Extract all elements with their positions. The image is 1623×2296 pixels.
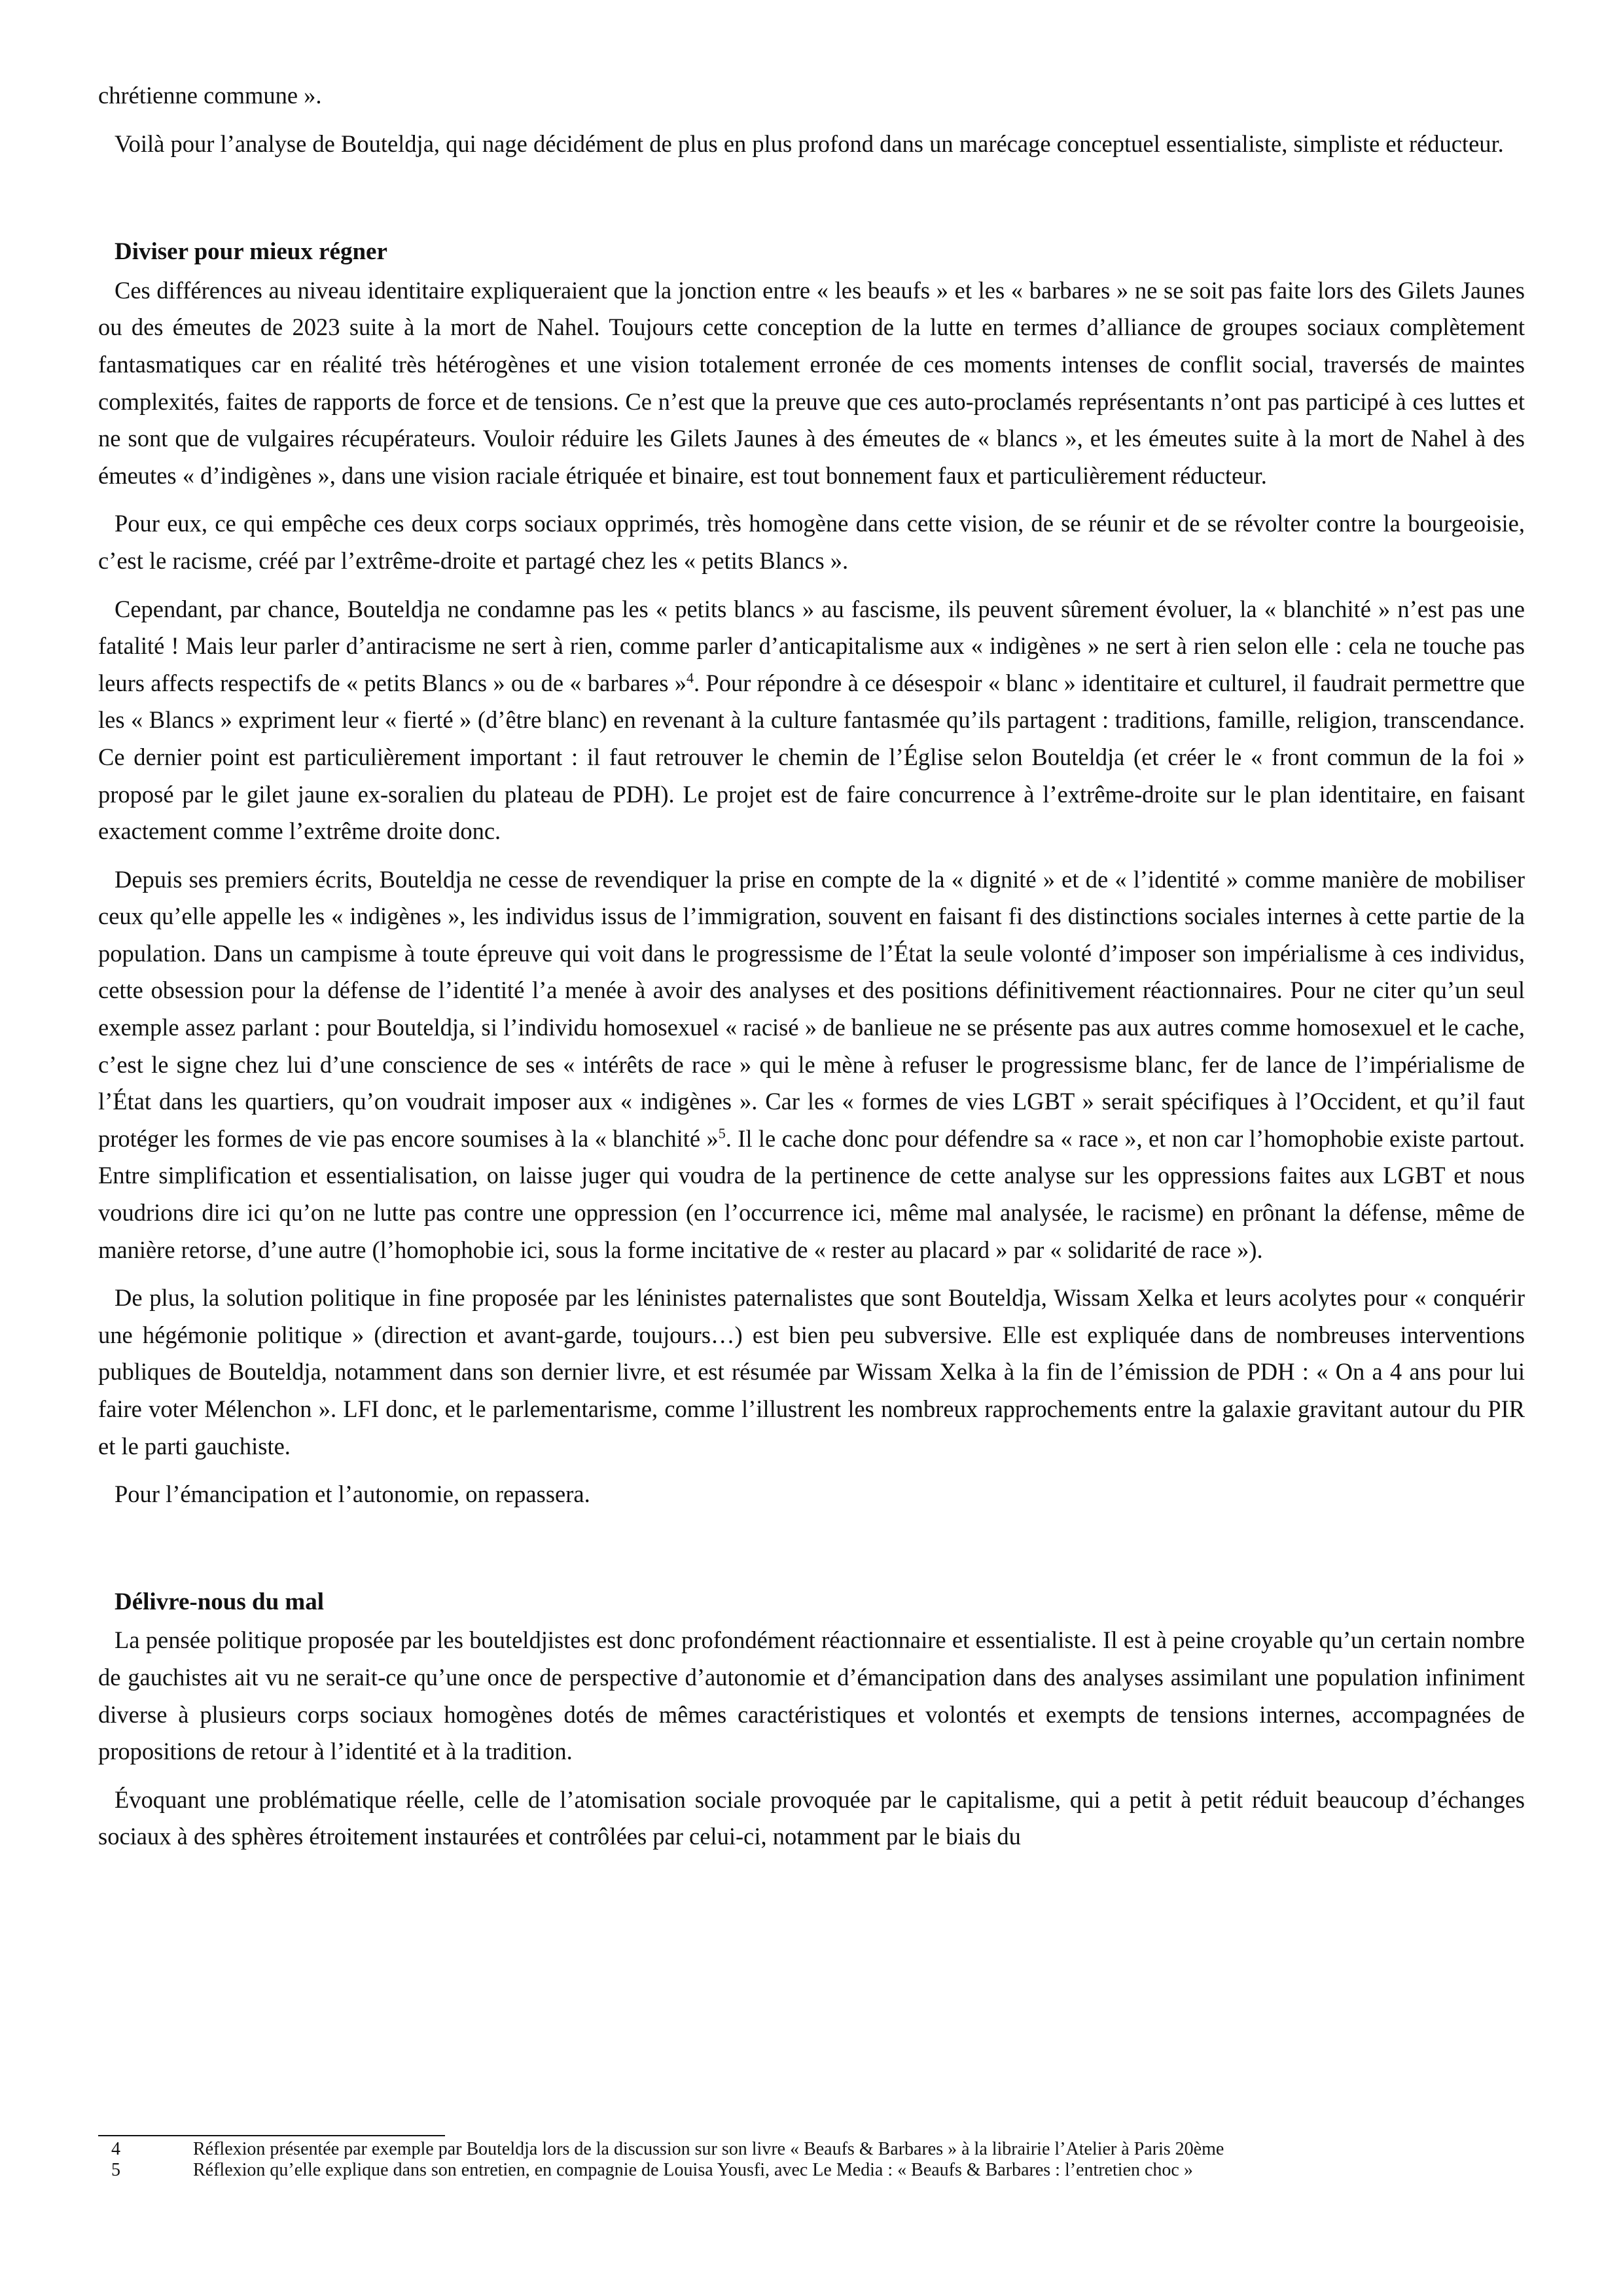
paragraph: Évoquant une problématique réelle, celle de l’atomisation sociale provoquée par le capitalisme, qui a petit à petit réduit beaucoup d’échanges sociaux à des sphères étroitement instaurées et contrôlées par celui-ci, notamment par le biais du: [98, 1785, 1525, 1850]
footnote: [98, 2139, 1525, 2160]
footnote-text: Réflexion présentée par exemple par Bouteldja lors de la discussion sur son livre « Beaufs & Barbares » à la librairie l’Atelier à Paris 20ème: [193, 2139, 1224, 2159]
paragraph: La pensée politique proposée par les bouteldjistes est donc profondément réactionnaire et essentialiste. Il est à peine croyable qu’un certain nombre de gauchistes ait vu ne serait-ce qu’une once de perspective d’autonomie et d’émancipation dans des analyses assimilant une population infiniment diverse à plusieurs corps sociaux homogènes dotés de mêmes caractéristiques et volontés et exempts de tensions internes, accompagnées de propositions de retour à l’identité et à la tradition.: [98, 1626, 1525, 1765]
paragraph: De plus, la solution politique in fine proposée par les léninistes paternalistes que sont Bouteldja, Wissam Xelka et leurs acolytes pour « conquérir une hégémonie politique » (direction et avant-garde, toujours…) est bien peu subversive. Elle est expliquée dans de nombreuses interventions publiques de Bouteldja, notamment dans son dernier livre, et est résumée par Wissam Xelka à la fin de l’émission de PDH : « On a 4 ans pour lui faire voter Mélenchon ». LFI donc, et le parlementarisme, comme l’illustrent les nombreux rapprochements entre la galaxie gravitant autour du PIR et le parti gauchiste.: [98, 1284, 1525, 1460]
footnote-ref: 5: [718, 1124, 726, 1141]
paragraph-text: Depuis ses premiers écrits, Bouteldja ne cesse de revendiquer la prise en compte de la « dignité » et de « l’identité » comme manière de mobiliser ceux qu’elle appelle les « indigènes », les individus issus de l’immigration, souvent en faisant fi des distinctions sociales internes à cette partie de la population. Dans un campisme à toute épreuve qui voit dans le progressisme de l’État la seule volonté d’imposer son impérialisme à ces individus, cette obsession pour la défense de l’identité l’a menée à avoir des analyses et des positions définitivement réactionnaires. Pour ne citer qu’un seul exemple assez parlant : pour Bouteldja, si l’individu homosexuel « racisé » de banlieue ne se présente pas aux autres comme homosexuel et le cache, c’est le signe chez lui d’une conscience de ses « intérêts de race » qui le mène à refuser le progressisme blanc, fer de lance de l’impérialisme de l’État dans les quartiers, qu’on voudrait imposer aux « indigènes ». Car les « formes de vies LGBT » serait spécifiques à l’Occident, et qu’il faut protéger les formes de vie pas encore soumises à la « blanchité »: [98, 865, 1525, 1152]
footnotes: [98, 2135, 1525, 2181]
document-body: [98, 77, 1525, 1867]
paragraph: Pour eux, ce qui empêche ces deux corps sociaux opprimés, très homogène dans cette vision, de se réunir et de se révolter contre la bourgeoisie, c’est le racisme, créé par l’extrême-droite et partagé chez les « petits Blancs ».: [98, 510, 1525, 574]
paragraph: [98, 591, 1525, 850]
footnote-number: 5: [111, 2160, 120, 2180]
section-heading: Diviser pour mieux régner: [115, 238, 387, 266]
footnote: [98, 2160, 1525, 2181]
footnote-ref: 4: [687, 669, 694, 686]
paragraph: Ces différences au niveau identitaire expliqueraient que la jonction entre « les beaufs » et les « barbares » ne se soit pas faite lors des Gilets Jaunes ou des émeutes de 2023 suite à la mort de Nahel. Toujours cette conception de la lutte en termes d’alliance de groupes sociaux complètement fantasmatiques car en réalité très hétérogènes et une vision totalement erronée de ces moments intenses de conflit social, traversés de maintes complexités, faites de rapports de force et de tensions. Ce n’est que la preuve que ces auto-proclamés représentants n’ont pas participé à ces luttes et ne sont que de vulgaires récupérateurs. Vouloir réduire les Gilets Jaunes à des émeutes de « blancs », et les émeutes suite à la mort de Nahel à des émeutes « d’indigènes », dans une vision raciale étriquée et binaire, est tout bonnement faux et particulièrement réducteur.: [98, 276, 1525, 489]
paragraph: Pour l’émancipation et l’autonomie, on repassera.: [115, 1480, 590, 1508]
section-heading: Délivre-nous du mal: [115, 1588, 325, 1615]
paragraph: Voilà pour l’analyse de Bouteldja, qui nage décidément de plus en plus profond dans un marécage conceptuel essentialiste, simpliste et réducteur.: [115, 130, 1504, 157]
paragraph-text: . Il le cache donc pour défendre sa « race », et non car l’homophobie existe partout. Entre simplification et essentialisation, on laisse juger qui voudra de la pertinence de cette analyse sur les oppressions faites aux LGBT et nous voudrions dire ici qu’on ne lutte pas contre une oppression (en l’occurrence ici, même mal analysée, le racisme) en prônant la défense, même de manière retorse, d’une autre (l’homophobie ici, sous la forme incitative de « rester au placard » par « solidarité de race »).: [98, 1124, 1525, 1263]
paragraph: chrétienne commune ».: [98, 82, 322, 109]
footnote-text: Réflexion qu’elle explique dans son entretien, en compagnie de Louisa Yousfi, avec Le Media : « Beaufs & Barbares : l’entretien choc »: [193, 2160, 1193, 2180]
paragraph-text: Cependant, par chance, Bouteldja ne condamne pas les « petits blancs » au fascisme, ils peuvent sûrement évoluer, la « blanchité » n’est pas une fatalité ! Mais leur parler d’antiracisme ne sert à rien, comme parler d’anticapitalisme aux « indigènes » ne sert à rien selon elle : cela ne touche pas leurs affects respectifs de « petits Blancs » ou de « barbares »: [98, 595, 1525, 696]
footnote-number: 4: [111, 2139, 120, 2159]
footnote-divider: [98, 2135, 445, 2136]
paragraph: [98, 861, 1525, 1269]
paragraph-text: . Pour répondre à ce désespoir « blanc » identitaire et culturel, il faudrait permettre que les « Blancs » expriment leur « fierté » (d’être blanc) en revenant à la culture fantasmée qu’ils partagent : traditions, famille, religion, transcendance. Ce dernier point est particulièrement important : il faut retrouver le chemin de l’Église selon Bouteldja (et créer le « front commun de la foi » proposé par le gilet jaune ex-soralien du plateau de PDH). Le projet est de faire concurrence à l’extrême-droite sur le plan identitaire, en faisant exactement comme l’extrême droite donc.: [98, 669, 1525, 845]
